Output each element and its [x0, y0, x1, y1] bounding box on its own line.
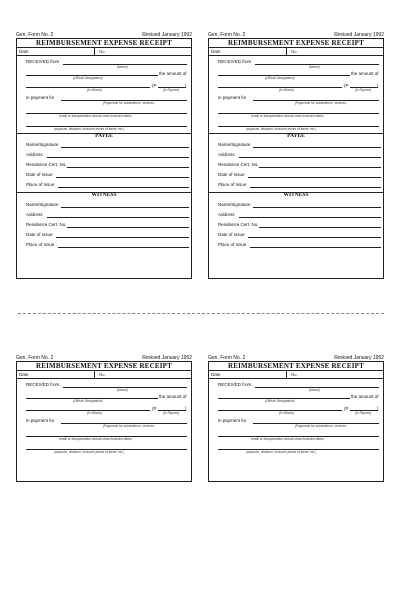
peso-label: (P — [152, 83, 157, 88]
cut-line — [18, 313, 384, 314]
payee-place-label: Place of Issue — [218, 182, 247, 187]
designation-caption: (Official Designation) — [73, 76, 103, 80]
receipt-form-top-left — [16, 32, 192, 279]
payee-name-label: Name/Signature — [218, 142, 251, 147]
in-payment-for-label: in payment for — [26, 95, 55, 100]
witness-address-line[interactable] — [239, 217, 381, 218]
in-words-caption: (In Words) — [87, 88, 102, 92]
date-row — [17, 48, 191, 56]
receipt-box — [208, 361, 384, 482]
number-field[interactable]: No. — [99, 372, 106, 377]
date-row — [209, 371, 383, 379]
receipt-box — [16, 38, 192, 279]
witness-date-label: Date of Issue — [26, 232, 53, 237]
in-figures-caption: (In Figures) — [355, 88, 372, 92]
in-payment-for-label: in payment for — [218, 418, 247, 423]
payee-date-line[interactable] — [56, 177, 189, 178]
payee-address-label: Address — [26, 152, 43, 157]
purposes-caption: purposes, distance, inclusive points of travel, etc.) — [246, 127, 317, 131]
form-number: Gen. Form No. 2 — [16, 355, 54, 361]
payee-name-label: Name/Signature — [26, 142, 59, 147]
payee-place-label: Place of Issue — [26, 182, 55, 187]
witness-name-label: Name/Signature — [26, 202, 59, 207]
peso-label: (P — [152, 406, 157, 411]
receipt-title: REIMBURSEMENT EXPENSE RECEIPT — [209, 39, 383, 48]
payee-cert-line[interactable] — [67, 167, 189, 168]
payments-caption: (Payments for subsistence, services, — [103, 101, 155, 105]
form-number: Gen. Form No. 2 — [208, 355, 246, 361]
witness-address-line[interactable] — [47, 217, 189, 218]
in-payment-for-label: in payment for — [26, 418, 55, 423]
witness-cert-line[interactable] — [259, 227, 381, 228]
receipt-box — [208, 38, 384, 279]
receipt-title: REIMBURSEMENT EXPENSE RECEIPT — [209, 362, 383, 371]
received-from-label: RECEIVED from — [26, 59, 60, 64]
designation-caption: (Official Designation) — [265, 76, 295, 80]
date-row — [209, 48, 383, 56]
payee-date-label: Date of Issue — [26, 172, 53, 177]
witness-place-label: Place of Issue — [26, 242, 55, 247]
revision-date: Revised January 1992 — [142, 32, 192, 38]
witness-place-line[interactable] — [58, 247, 189, 248]
date-row — [17, 371, 191, 379]
date-field[interactable]: Date — [17, 371, 95, 378]
witness-date-label: Date of Issue — [218, 232, 245, 237]
amount-of-label: the amount of — [351, 71, 379, 76]
number-field[interactable]: No. — [291, 49, 298, 54]
witness-heading: WITNESS — [91, 192, 117, 198]
form-number: Gen. Form No. 2 — [16, 32, 54, 38]
witness-address-label: Address — [218, 212, 235, 217]
payee-address-label: Address — [218, 152, 235, 157]
witness-cert-label: Residence Cert. No. — [218, 222, 259, 227]
witness-address-label: Address — [26, 212, 43, 217]
revision-date: Revised January 1992 — [142, 355, 192, 361]
rental-caption: rental or transportation should show inclusive dates, — [59, 114, 133, 118]
payee-date-label: Date of Issue — [218, 172, 245, 177]
designation-caption: (Official Designation) — [265, 399, 295, 403]
date-field[interactable]: Date — [17, 48, 95, 55]
received-from-label: RECEIVED from — [26, 382, 60, 387]
payee-cert-line[interactable] — [259, 167, 381, 168]
in-words-caption: (In Words) — [279, 88, 294, 92]
purposes-caption: purposes, distance, inclusive points of travel, etc.) — [246, 450, 317, 454]
receipt-form-bottom-left — [16, 355, 192, 482]
witness-heading: WITNESS — [283, 192, 309, 198]
payee-name-line[interactable] — [253, 147, 381, 148]
receipt-box — [16, 361, 192, 482]
rental-caption: rental or transportation should show inclusive dates, — [251, 114, 325, 118]
receipt-title: REIMBURSEMENT EXPENSE RECEIPT — [17, 362, 191, 371]
in-payment-for-label: in payment for — [218, 95, 247, 100]
peso-close: ) — [185, 83, 187, 88]
payee-heading: PAYEE — [95, 133, 113, 139]
date-field[interactable]: Date — [209, 48, 287, 55]
designation-caption: (Official Designation) — [73, 399, 103, 403]
in-figures-caption: (In Figures) — [163, 411, 180, 415]
number-field[interactable]: No. — [291, 372, 298, 377]
receipt-form-bottom-right — [208, 355, 384, 482]
witness-name-line[interactable] — [253, 207, 381, 208]
amount-of-label: the amount of — [159, 394, 187, 399]
amount-of-label: the amount of — [159, 71, 187, 76]
payee-place-line[interactable] — [58, 187, 189, 188]
witness-date-line[interactable] — [248, 237, 381, 238]
witness-date-line[interactable] — [56, 237, 189, 238]
in-figures-caption: (In Figures) — [355, 411, 372, 415]
witness-place-line[interactable] — [250, 247, 381, 248]
number-field[interactable]: No. — [99, 49, 106, 54]
payee-cert-label: Residence Cert. No. — [218, 162, 259, 167]
payee-cert-label: Residence Cert. No. — [26, 162, 67, 167]
witness-cert-line[interactable] — [67, 227, 189, 228]
date-field[interactable]: Date — [209, 371, 287, 378]
rental-caption: rental or transportation should show inclusive dates, — [59, 437, 133, 441]
payments-caption: (Payments for subsistence, services, — [103, 424, 155, 428]
witness-name-line[interactable] — [61, 207, 189, 208]
witness-place-label: Place of Issue — [218, 242, 247, 247]
name-caption: (Name) — [117, 65, 128, 69]
purposes-caption: purposes, distance, inclusive points of travel, etc.) — [54, 127, 125, 131]
peso-close: ) — [377, 83, 379, 88]
payee-heading: PAYEE — [287, 133, 305, 139]
name-caption: (Name) — [117, 388, 128, 392]
in-figures-caption: (In Figures) — [163, 88, 180, 92]
payee-date-line[interactable] — [248, 177, 381, 178]
payee-address-line[interactable] — [47, 157, 189, 158]
peso-label: (P — [344, 406, 349, 411]
received-from-label: RECEIVED from — [218, 382, 252, 387]
revision-date: Revised January 1992 — [334, 32, 384, 38]
in-words-caption: (In Words) — [279, 411, 294, 415]
witness-cert-label: Residence Cert. No. — [26, 222, 67, 227]
name-caption: (Name) — [309, 65, 320, 69]
payee-place-line[interactable] — [250, 187, 381, 188]
rental-caption: rental or transportation should show inclusive dates, — [251, 437, 325, 441]
peso-label: (P — [344, 83, 349, 88]
payee-name-line[interactable] — [61, 147, 189, 148]
payments-caption: (Payments for subsistence, services, — [295, 424, 347, 428]
receipt-form-top-right — [208, 32, 384, 279]
received-from-label: RECEIVED from — [218, 59, 252, 64]
name-caption: (Name) — [309, 388, 320, 392]
in-words-caption: (In Words) — [87, 411, 102, 415]
form-number: Gen. Form No. 2 — [208, 32, 246, 38]
amount-of-label: the amount of — [351, 394, 379, 399]
payee-address-line[interactable] — [239, 157, 381, 158]
payments-caption: (Payments for subsistence, services, — [295, 101, 347, 105]
witness-name-label: Name/Signature — [218, 202, 251, 207]
receipt-title: REIMBURSEMENT EXPENSE RECEIPT — [17, 39, 191, 48]
revision-date: Revised January 1992 — [334, 355, 384, 361]
purposes-caption: purposes, distance, inclusive points of travel, etc.) — [54, 450, 125, 454]
peso-close: ) — [377, 406, 379, 411]
peso-close: ) — [185, 406, 187, 411]
